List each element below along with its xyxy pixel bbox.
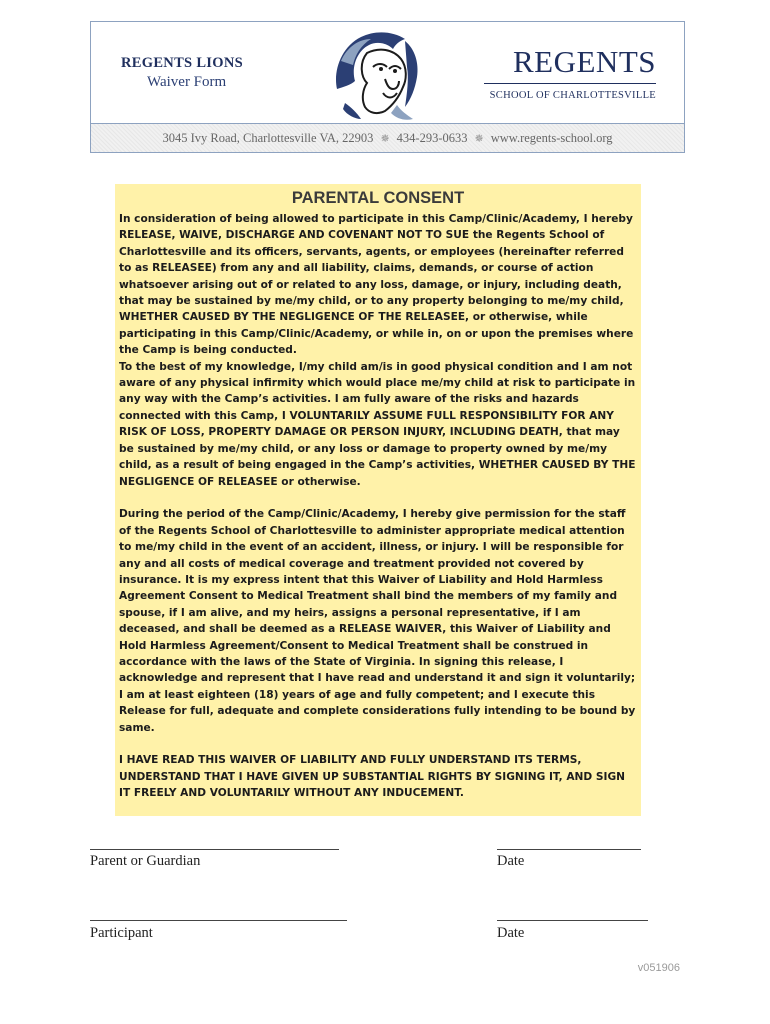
participant-signature-label: Participant (90, 925, 153, 941)
separator-star-icon: ✵ (380, 132, 390, 145)
participant-date-label: Date (497, 925, 525, 941)
school-logo-rule (484, 83, 656, 84)
consent-paragraph-acknowledgement: I HAVE READ THIS WAIVER OF LIABILITY AND FULLY UNDERSTAND ITS TERMS, UNDERSTAND THAT I HAVE GIVEN UP SUBSTANTIAL RIGHTS BY SIGNING IT, AND SIGN IT FREELY AND VOLUNTARILY WITHOUT ANY INDUCEMENT. (119, 754, 626, 800)
consent-paragraph-risk: To the best of my knowledge, I/my child am/is in good physical condition and I am not aware of any physical infirmity which would place me/my child at risk to participate in any way with the Camp’s activities. I am fully aware of the risks and hazards connected with this Camp, I VOLUNTARILY ASSUME FULL RESPONSIBILITY FOR ANY RISK OF LOSS, PROPERTY DAMAGE OR PERSON INJURY, INCLUDING DEATH, that may be sustained by me/my child, or any loss or damage to property owned by me/my child, as a result of being engaged in the Camp’s activities, WHETHER CAUSED BY THE NEGLIGENCE OF RELEASEE or otherwise. (119, 360, 636, 488)
parent-signature-line[interactable] (90, 849, 339, 850)
parent-signature-label: Parent or Guardian (90, 853, 201, 869)
school-name: REGENTS (513, 44, 656, 79)
org-title: REGENTS LIONS (121, 55, 243, 71)
letterhead-titles (121, 55, 243, 91)
consent-paragraph-medical: During the period of the Camp/Clinic/Academy, I hereby give permission for the staff of the Regents School of Charlottesville to administer appropriate medical attention to me/my child in the event of an accident, illness, or injury. I will be responsible for any and all costs of medical coverage and treatment provided not covered by insurance. It is my express intent that this Waiver of Liability and Hold Harmless Agreement Consent to Medical Treatment shall bind the members of my family and spouse, if I am alive, and my heirs, assigns a personal representative, if I am deceased, and shall be deemed as a RELEASE WAIVER, this Waiver of Liability and Hold Harmless Agreement/Consent to Medical Treatment shall be construed in accordance with the laws of the State of Virginia. In signing this release, I acknowledge and represent that I have read and understand it and sign it voluntarily; I am at least eighteen (18) years of age and fully competent; and I execute this Release for full, adequate and complete considerations fully intending to be bound by same. (119, 508, 636, 734)
participant-date-line[interactable] (497, 920, 648, 921)
parent-date-label: Date (497, 853, 525, 869)
parent-date-line[interactable] (497, 849, 641, 850)
address-bar (91, 123, 684, 152)
website: www.regents-school.org (490, 130, 613, 145)
school-logo (484, 46, 656, 101)
phone: 434-293-0633 (396, 130, 468, 145)
version-code: v051906 (637, 962, 680, 974)
parental-consent-section (115, 184, 641, 816)
school-subtitle: SCHOOL OF CHARLOTTESVILLE (489, 90, 656, 101)
form-title: Waiver Form (147, 74, 227, 90)
participant-signature-line[interactable] (90, 920, 347, 921)
consent-paragraph-release: In consideration of being allowed to participate in this Camp/Clinic/Academy, I hereby RELEASE, WAIVE, DISCHARGE AND COVENANT NOT TO SUE the Regents School of Charlottesville and its officers, servants, agents, or employees (hereinafter referred to as RELEASEE) from any and all liability, claims, demands, or course of action whatsoever arising out of or related to any loss, damage, or injury, including death, that may be sustained by me/my child, or to any property belonging to me/my child, WHETHER CAUSED BY THE NEGLIGENCE OF THE RELEASEE, or otherwise, while participating in this Camp/Clinic/Academy, or while in, on or upon the premises where the Camp is being conducted. (119, 213, 634, 357)
letterhead (90, 21, 685, 153)
address: 3045 Ivy Road, Charlottesville VA, 22903 (162, 130, 374, 145)
lion-crest-icon (327, 27, 427, 125)
consent-title: PARENTAL CONSENT (291, 189, 465, 207)
separator-star-icon: ✵ (474, 132, 484, 145)
